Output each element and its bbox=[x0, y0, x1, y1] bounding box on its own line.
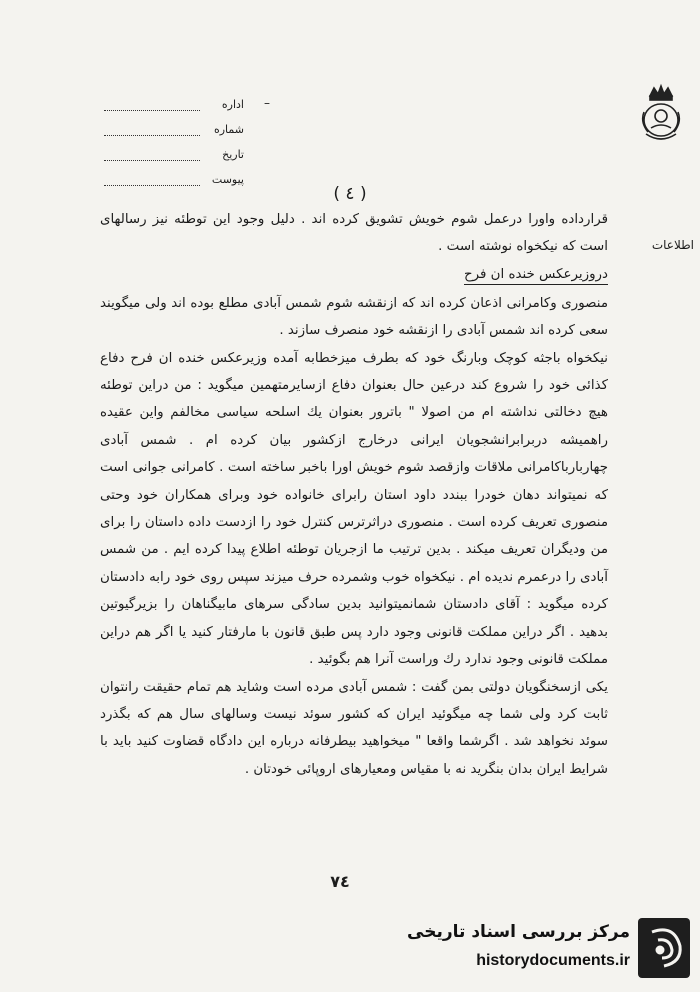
paragraph: نیکخواه باجثه کوچک وبارنگ خود که بطرف میزخطابه آمده وزیرعکس خنده ان فرح دفاع کذائی خود را شروع کند درعین حال بعنوان دفاع ازسایرمتهمین میگوید : من دراین توطئه هیچ دخالتی نداشته ام من اصولا " باترور بعنوان یك اسلحه سیاسی مخالفم واین عقیده راهمیشه دربرابرانشجویان ایرانی درخارج ازکشور بیان کرده ام . شمس آبادی چهاربارباکامرانی ملاقات وازقصد شوم خویش اورا باخبر ساخته است . کامرانی جوانی است که نمیتواند دهان خودرا ببندد داود استان رابرای خانواده خود وبرای همکاران خود وحتی منصوری تعریف کرده است . منصوری دراثرترس کنترل خود را ازدست داده داستان را برای من ودیگران تعریف میکند . بدین ترتیب ما ازجریان توطئه اطلاع پیدا کرده ایم . من شمس آبادی را درعمرم ندیده ام . نیکخواه خوب وشمرده حرف میزند سپس روی خود رابه دادستان کرده میگوید : آقای دادستان شمانمیتوانید بدین سادگی سرهای مابیگناهان را بزیرگیوتین بدهید . اگر دراین مملکت قانونی وجود دارد پس طبق قانون با مارفتار کنید یا اگر هم دراین مملکت قانونی وجود ندارد رك وراست آنرا هم بگوئید . bbox=[100, 350, 608, 668]
field-dotted-line bbox=[104, 110, 200, 111]
watermark-url[interactable]: historydocuments.ir bbox=[476, 952, 630, 969]
emblem bbox=[624, 82, 696, 252]
paragraph: یکی ازسخنگویان دولتی بمن گفت : شمس آبادی مرده است وشاید هم تمام حقیقت رانتوان ثابت کرد ولی شما چه میگوئید ایران که کشور سوئد نیست وسالهای سال هم که بگذرد سوئد نخواهد شد . اگرشما واقعا " میخواهید بیطرفانه درباره این دادگاه قضاوت کنید باید با شرایط ایران بدان بنگرید نه با مقیاس ومعیارهای اروپائی خودتان . bbox=[100, 679, 608, 777]
field-attachment bbox=[104, 171, 244, 196]
field-dotted-line bbox=[104, 185, 200, 186]
document-body bbox=[100, 206, 608, 783]
organization-name: اطلاعات bbox=[651, 238, 694, 252]
field-label: اداره bbox=[221, 98, 244, 111]
paragraph: منصوری وکامرانی اذعان کرده اند که ازنقشه شوم شمس آبادی مطلع بوده اند ولی میگویند سعی کرده اند شمس آبادی را ازنقشه خود منصرف سازند . bbox=[100, 295, 608, 339]
handwritten-mark: ٧٤ bbox=[330, 872, 350, 891]
intro-paragraph: قرارداده واورا درعمل شوم خویش تشویق کرده اند . دلیل وجود این توطئه نیز رسالهای است که نیکخواه نوشته است . bbox=[100, 212, 608, 255]
watermark-title: مرکز بررسی اسناد تاریخی bbox=[407, 922, 630, 942]
section-heading: دروزیرعکس خنده ان فرح bbox=[464, 266, 608, 285]
page-number: ( ٤ ) bbox=[333, 184, 367, 204]
crown-lion-emblem-icon bbox=[636, 82, 686, 144]
field-label: پیوست bbox=[211, 173, 244, 186]
field-label: شماره bbox=[213, 123, 244, 136]
field-dotted-line bbox=[104, 160, 200, 161]
field-date bbox=[104, 146, 244, 171]
watermark bbox=[394, 918, 694, 984]
field-number bbox=[104, 121, 244, 146]
field-dotted-line bbox=[104, 135, 200, 136]
field-label: تاریخ bbox=[222, 148, 244, 161]
field-dash: – bbox=[264, 96, 270, 110]
field-department bbox=[104, 96, 270, 121]
archive-logo-icon bbox=[638, 918, 690, 978]
header-fields bbox=[104, 96, 270, 196]
